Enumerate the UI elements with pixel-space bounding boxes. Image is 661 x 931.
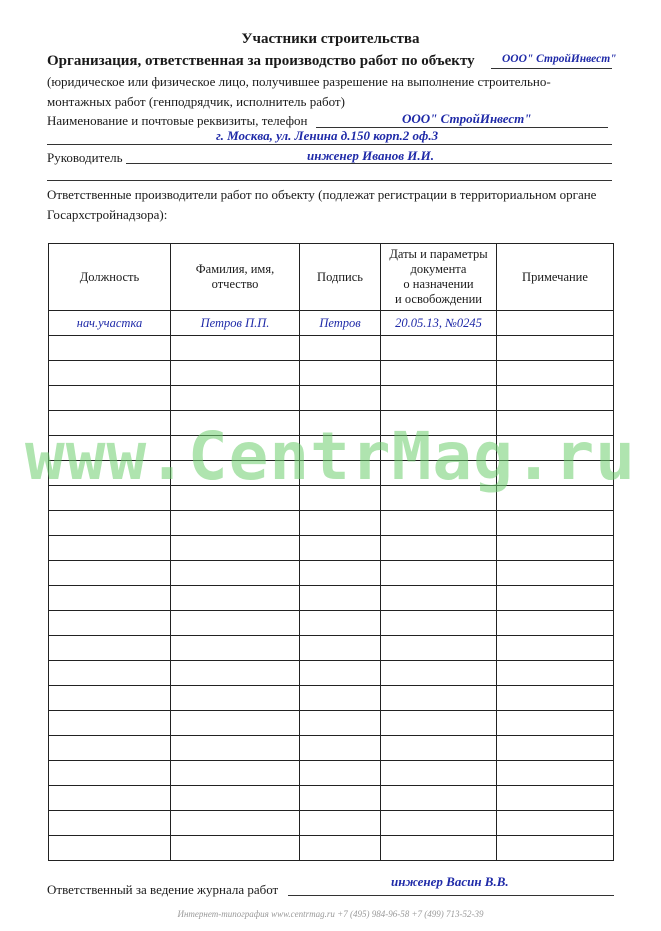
table-header-row (49, 244, 614, 311)
table-row (49, 686, 614, 711)
table-row (49, 586, 614, 611)
cell-signature[interactable] (300, 836, 381, 861)
cell-dates[interactable] (381, 836, 497, 861)
cell-position[interactable] (49, 536, 171, 561)
cell-dates[interactable] (381, 786, 497, 811)
cell-remark[interactable] (497, 361, 614, 386)
cell-signature[interactable]: Петров (300, 311, 381, 336)
cell-signature[interactable] (300, 661, 381, 686)
cell-position[interactable] (49, 586, 171, 611)
cell-dates[interactable] (381, 411, 497, 436)
cell-dates[interactable] (381, 736, 497, 761)
table-row (49, 311, 614, 336)
cell-full-name[interactable] (171, 511, 300, 536)
column-header-full-name (171, 244, 300, 311)
column-header-full-name-line: Фамилия, имя, (195, 262, 275, 276)
cell-full-name[interactable] (171, 636, 300, 661)
cell-full-name[interactable] (171, 836, 300, 861)
column-header-position: Должность (49, 244, 171, 311)
cell-dates[interactable] (381, 586, 497, 611)
cell-dates[interactable] (381, 636, 497, 661)
cell-full-name[interactable] (171, 736, 300, 761)
table-row (49, 761, 614, 786)
cell-remark[interactable] (497, 736, 614, 761)
page-title: Участники строительства (241, 31, 420, 47)
cell-full-name[interactable] (171, 711, 300, 736)
table-row (49, 611, 614, 636)
cell-remark[interactable] (497, 461, 614, 486)
organization-underline (491, 68, 612, 69)
column-header-dates-line: и освобождении (395, 292, 482, 306)
cell-full-name[interactable] (171, 411, 300, 436)
address-underline (47, 144, 612, 145)
cell-full-name[interactable] (171, 536, 300, 561)
cell-dates[interactable]: 20.05.13, №0245 (381, 311, 497, 336)
cell-remark[interactable] (497, 536, 614, 561)
table-row (49, 836, 614, 861)
cell-signature[interactable] (300, 486, 381, 511)
table-row (49, 336, 614, 361)
details-label: Наименование и почтовые реквизиты, телефон (47, 113, 308, 128)
cell-full-name[interactable] (171, 361, 300, 386)
cell-remark[interactable] (497, 386, 614, 411)
blank-line (47, 180, 612, 181)
cell-dates[interactable] (381, 436, 497, 461)
organization-note-line-1: (юридическое или физическое лицо, получившее разрешение на выполнение строительно- (47, 74, 551, 89)
details-address-value[interactable]: г. Москва, ул. Ленина д.150 корп.2 оф.3 (216, 128, 439, 143)
cell-full-name[interactable] (171, 811, 300, 836)
column-header-dates-line: документа (410, 262, 467, 276)
cell-signature[interactable] (300, 336, 381, 361)
cell-dates[interactable] (381, 486, 497, 511)
cell-remark[interactable] (497, 686, 614, 711)
cell-position[interactable] (49, 661, 171, 686)
journal-value[interactable]: инженер Васин В.В. (391, 874, 509, 889)
cell-remark[interactable] (497, 811, 614, 836)
cell-remark[interactable] (497, 711, 614, 736)
table-row (49, 811, 614, 836)
cell-full-name[interactable] (171, 461, 300, 486)
cell-full-name[interactable] (171, 786, 300, 811)
cell-dates[interactable] (381, 811, 497, 836)
cell-position[interactable] (49, 436, 171, 461)
cell-dates[interactable] (381, 686, 497, 711)
table-row (49, 486, 614, 511)
table-row (49, 511, 614, 536)
cell-remark[interactable] (497, 661, 614, 686)
cell-remark[interactable] (497, 786, 614, 811)
cell-signature[interactable] (300, 561, 381, 586)
cell-position[interactable] (49, 761, 171, 786)
column-header-full-name-line: отчество (211, 277, 259, 291)
cell-full-name[interactable]: Петров П.П. (171, 311, 300, 336)
table-row (49, 411, 614, 436)
cell-remark[interactable] (497, 611, 614, 636)
journal-underline (288, 895, 614, 896)
cell-position[interactable] (49, 736, 171, 761)
cell-signature[interactable] (300, 736, 381, 761)
responsible-persons-table (48, 243, 614, 861)
cell-signature[interactable] (300, 711, 381, 736)
cell-remark[interactable] (497, 411, 614, 436)
cell-signature[interactable] (300, 786, 381, 811)
column-header-dates-line: Даты и параметры (389, 247, 488, 261)
cell-position[interactable] (49, 811, 171, 836)
cell-remark[interactable] (497, 636, 614, 661)
cell-dates[interactable] (381, 461, 497, 486)
cell-remark[interactable] (497, 586, 614, 611)
cell-full-name[interactable] (171, 336, 300, 361)
cell-signature[interactable] (300, 411, 381, 436)
cell-remark[interactable] (497, 761, 614, 786)
cell-signature[interactable] (300, 386, 381, 411)
cell-signature[interactable] (300, 811, 381, 836)
table-row (49, 461, 614, 486)
cell-dates[interactable] (381, 711, 497, 736)
manager-value[interactable]: инженер Иванов И.И. (307, 148, 434, 163)
cell-signature[interactable] (300, 761, 381, 786)
table-row (49, 636, 614, 661)
table-row (49, 736, 614, 761)
cell-dates[interactable] (381, 336, 497, 361)
cell-full-name[interactable] (171, 661, 300, 686)
table-row (49, 561, 614, 586)
cell-full-name[interactable] (171, 611, 300, 636)
cell-full-name[interactable] (171, 561, 300, 586)
table-row (49, 711, 614, 736)
cell-signature[interactable] (300, 461, 381, 486)
footer-contacts: Интернет-типография www.centrmag.ru +7 (495) 984-96-58 +7 (499) 713-52-39 (177, 909, 484, 919)
cell-signature[interactable] (300, 361, 381, 386)
table-row (49, 436, 614, 461)
cell-remark[interactable] (497, 511, 614, 536)
table-row (49, 661, 614, 686)
responsible-text-line-1: Ответственные производители работ по объекту (подлежат регистрации в территориальном органе (47, 187, 597, 202)
cell-dates[interactable] (381, 386, 497, 411)
cell-dates[interactable] (381, 536, 497, 561)
cell-signature[interactable] (300, 511, 381, 536)
cell-full-name[interactable] (171, 436, 300, 461)
cell-remark[interactable] (497, 311, 614, 336)
cell-full-name[interactable] (171, 386, 300, 411)
cell-dates[interactable] (381, 561, 497, 586)
cell-position[interactable] (49, 386, 171, 411)
cell-full-name[interactable] (171, 761, 300, 786)
cell-position[interactable] (49, 336, 171, 361)
cell-remark[interactable] (497, 486, 614, 511)
table-row (49, 536, 614, 561)
column-header-dates-line: о назначении (403, 277, 474, 291)
cell-remark[interactable] (497, 836, 614, 861)
cell-dates[interactable] (381, 761, 497, 786)
cell-position[interactable] (49, 686, 171, 711)
cell-dates[interactable] (381, 511, 497, 536)
cell-signature[interactable] (300, 686, 381, 711)
cell-signature[interactable] (300, 611, 381, 636)
responsible-text-line-2: Госархстройнадзора): (47, 207, 168, 222)
cell-signature[interactable] (300, 536, 381, 561)
cell-remark[interactable] (497, 436, 614, 461)
cell-position[interactable] (49, 711, 171, 736)
cell-position[interactable] (49, 561, 171, 586)
cell-position[interactable] (49, 461, 171, 486)
table-row (49, 361, 614, 386)
cell-dates[interactable] (381, 661, 497, 686)
cell-full-name[interactable] (171, 586, 300, 611)
cell-position[interactable]: нач.участка (49, 311, 171, 336)
cell-position[interactable] (49, 786, 171, 811)
manager-label: Руководитель (47, 150, 123, 165)
column-header-remark: Примечание (497, 244, 614, 311)
table-row (49, 786, 614, 811)
table-row (49, 386, 614, 411)
column-header-dates (381, 244, 497, 311)
cell-full-name[interactable] (171, 686, 300, 711)
cell-position[interactable] (49, 611, 171, 636)
watermark: www.CentrMag.ru (24, 418, 637, 495)
column-header-signature: Подпись (300, 244, 381, 311)
cell-signature[interactable] (300, 636, 381, 661)
cell-position[interactable] (49, 636, 171, 661)
organization-value[interactable]: ООО" СтройИнвест" (502, 53, 617, 65)
organization-note-line-2: монтажных работ (генподрядчик, исполнитель работ) (47, 94, 345, 109)
cell-position[interactable] (49, 486, 171, 511)
cell-signature[interactable] (300, 586, 381, 611)
cell-position[interactable] (49, 411, 171, 436)
organization-label: Организация, ответственная за производство работ по объекту (47, 53, 475, 69)
cell-position[interactable] (49, 836, 171, 861)
details-name-value[interactable]: ООО" СтройИнвест" (402, 111, 532, 126)
cell-full-name[interactable] (171, 486, 300, 511)
cell-signature[interactable] (300, 436, 381, 461)
cell-dates[interactable] (381, 361, 497, 386)
cell-remark[interactable] (497, 561, 614, 586)
cell-dates[interactable] (381, 611, 497, 636)
cell-position[interactable] (49, 511, 171, 536)
cell-remark[interactable] (497, 336, 614, 361)
cell-position[interactable] (49, 361, 171, 386)
journal-label: Ответственный за ведение журнала работ (47, 882, 279, 897)
